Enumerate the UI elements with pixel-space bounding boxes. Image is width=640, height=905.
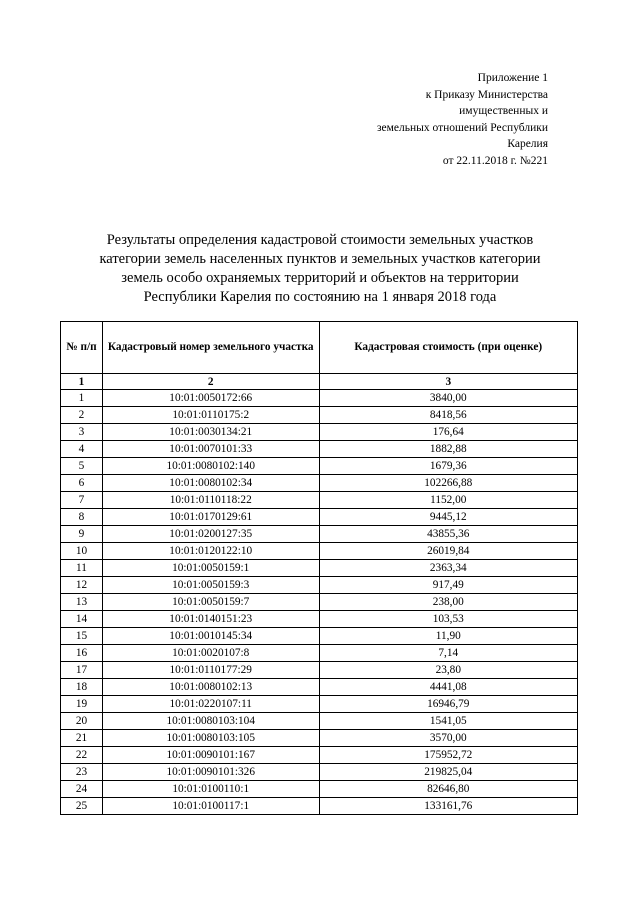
cadastral-value: 16946,79	[319, 696, 577, 713]
cadastral-value: 82646,80	[319, 781, 577, 798]
cadastral-value: 3570,00	[319, 730, 577, 747]
appendix-line: Приложение 1	[477, 72, 548, 84]
header-number: № п/п	[61, 322, 103, 374]
table-header-row	[61, 322, 578, 374]
table-row	[61, 543, 578, 560]
cadastral-number: 10:01:0050172:66	[102, 390, 319, 407]
row-number: 2	[61, 407, 103, 424]
appendix-line: Карелия	[507, 138, 548, 150]
header-cadastral-value: Кадастровая стоимость (при оценке)	[319, 322, 577, 374]
appendix-line: от 22.11.2018 г. №221	[442, 154, 548, 167]
cadastral-number: 10:01:0050159:1	[102, 560, 319, 577]
table-row	[61, 407, 578, 424]
cadastral-value: 4441,08	[319, 679, 577, 696]
table-row	[61, 611, 578, 628]
table-row	[61, 424, 578, 441]
row-number: 19	[61, 696, 103, 713]
cadastral-value: 176,64	[319, 424, 577, 441]
cadastral-number: 10:01:0110177:29	[102, 662, 319, 679]
table-row	[61, 747, 578, 764]
table-row	[61, 594, 578, 611]
cadastral-number: 10:01:0120122:10	[102, 543, 319, 560]
row-number: 15	[61, 628, 103, 645]
cadastral-number: 10:01:0090101:167	[102, 747, 319, 764]
cadastral-number: 10:01:0050159:7	[102, 594, 319, 611]
cadastral-number: 10:01:0110175:2	[102, 407, 319, 424]
row-number: 13	[61, 594, 103, 611]
row-number: 14	[61, 611, 103, 628]
cadastral-value: 8418,56	[319, 407, 577, 424]
cadastral-number: 10:01:0100110:1	[102, 781, 319, 798]
cadastral-number: 10:01:0080102:34	[102, 475, 319, 492]
cadastral-number: 10:01:0080103:104	[102, 713, 319, 730]
cadastral-value: 219825,04	[319, 764, 577, 781]
row-number: 5	[61, 458, 103, 475]
appendix-header	[348, 70, 548, 169]
cadastral-number: 10:01:0170129:61	[102, 509, 319, 526]
table-row	[61, 696, 578, 713]
table-row	[61, 781, 578, 798]
cadastral-value: 103,53	[319, 611, 577, 628]
row-number: 25	[61, 798, 103, 815]
table-row	[61, 458, 578, 475]
appendix-line: имущественных и	[459, 105, 548, 117]
table-row	[61, 713, 578, 730]
table-row	[61, 509, 578, 526]
table-row	[61, 730, 578, 747]
title-line: Республики Карелия по состоянию на 1 января 2018 года	[143, 289, 497, 305]
row-number: 24	[61, 781, 103, 798]
row-number: 11	[61, 560, 103, 577]
table-body	[61, 390, 578, 815]
table-row	[61, 645, 578, 662]
document-title	[60, 231, 580, 307]
row-number: 4	[61, 441, 103, 458]
row-number: 8	[61, 509, 103, 526]
column-numbers-row	[61, 374, 578, 390]
cadastral-value: 1882,88	[319, 441, 577, 458]
table-row	[61, 492, 578, 509]
table-row	[61, 679, 578, 696]
table-row	[61, 764, 578, 781]
title-line: категории земель населенных пунктов и земельных участков категории	[99, 251, 541, 267]
cadastral-value: 26019,84	[319, 543, 577, 560]
cadastral-value: 7,14	[319, 645, 577, 662]
row-number: 6	[61, 475, 103, 492]
appendix-line: земельных отношений Республики	[376, 121, 548, 134]
cadastral-value: 133161,76	[319, 798, 577, 815]
row-number: 20	[61, 713, 103, 730]
cadastral-number: 10:01:0030134:21	[102, 424, 319, 441]
cadastral-value: 175952,72	[319, 747, 577, 764]
table-row	[61, 560, 578, 577]
header-cadastral-number: Кадастровый номер земельного участка	[102, 322, 319, 374]
cadastral-number: 10:01:0050159:3	[102, 577, 319, 594]
cadastral-value: 11,90	[319, 628, 577, 645]
row-number: 17	[61, 662, 103, 679]
table-row	[61, 798, 578, 815]
title-line: Результаты определения кадастровой стоимости земельных участков	[106, 232, 534, 248]
cadastral-number: 10:01:0070101:33	[102, 441, 319, 458]
row-number: 22	[61, 747, 103, 764]
row-number: 3	[61, 424, 103, 441]
row-number: 18	[61, 679, 103, 696]
table-row	[61, 390, 578, 407]
cadastral-value: 238,00	[319, 594, 577, 611]
cadastral-number: 10:01:0110118:22	[102, 492, 319, 509]
cadastral-value-table	[60, 321, 578, 815]
cadastral-number: 10:01:0080102:140	[102, 458, 319, 475]
title-line: земель особо охраняемых территорий и объектов на территории	[121, 270, 519, 286]
row-number: 16	[61, 645, 103, 662]
cadastral-value: 917,49	[319, 577, 577, 594]
row-number: 21	[61, 730, 103, 747]
row-number: 23	[61, 764, 103, 781]
cadastral-number: 10:01:0080103:105	[102, 730, 319, 747]
appendix-line: к Приказу Министерства	[425, 88, 548, 101]
cadastral-value: 102266,88	[319, 475, 577, 492]
column-number: 3	[319, 374, 577, 390]
row-number: 9	[61, 526, 103, 543]
cadastral-value: 43855,36	[319, 526, 577, 543]
table-row	[61, 441, 578, 458]
table-row	[61, 577, 578, 594]
cadastral-value: 2363,34	[319, 560, 577, 577]
cadastral-number: 10:01:0140151:23	[102, 611, 319, 628]
table-row	[61, 475, 578, 492]
cadastral-number: 10:01:0220107:11	[102, 696, 319, 713]
table-row	[61, 526, 578, 543]
cadastral-value: 1541,05	[319, 713, 577, 730]
cadastral-value: 23,80	[319, 662, 577, 679]
cadastral-number: 10:01:0200127:35	[102, 526, 319, 543]
cadastral-number: 10:01:0100117:1	[102, 798, 319, 815]
cadastral-number: 10:01:0080102:13	[102, 679, 319, 696]
row-number: 7	[61, 492, 103, 509]
row-number: 1	[61, 390, 103, 407]
cadastral-value: 1679,36	[319, 458, 577, 475]
cadastral-number: 10:01:0020107:8	[102, 645, 319, 662]
table-row	[61, 628, 578, 645]
row-number: 12	[61, 577, 103, 594]
cadastral-number: 10:01:0010145:34	[102, 628, 319, 645]
table-row	[61, 662, 578, 679]
column-number: 1	[61, 374, 103, 390]
row-number: 10	[61, 543, 103, 560]
cadastral-value: 1152,00	[319, 492, 577, 509]
cadastral-value: 9445,12	[319, 509, 577, 526]
cadastral-value: 3840,00	[319, 390, 577, 407]
cadastral-number: 10:01:0090101:326	[102, 764, 319, 781]
column-number: 2	[102, 374, 319, 390]
